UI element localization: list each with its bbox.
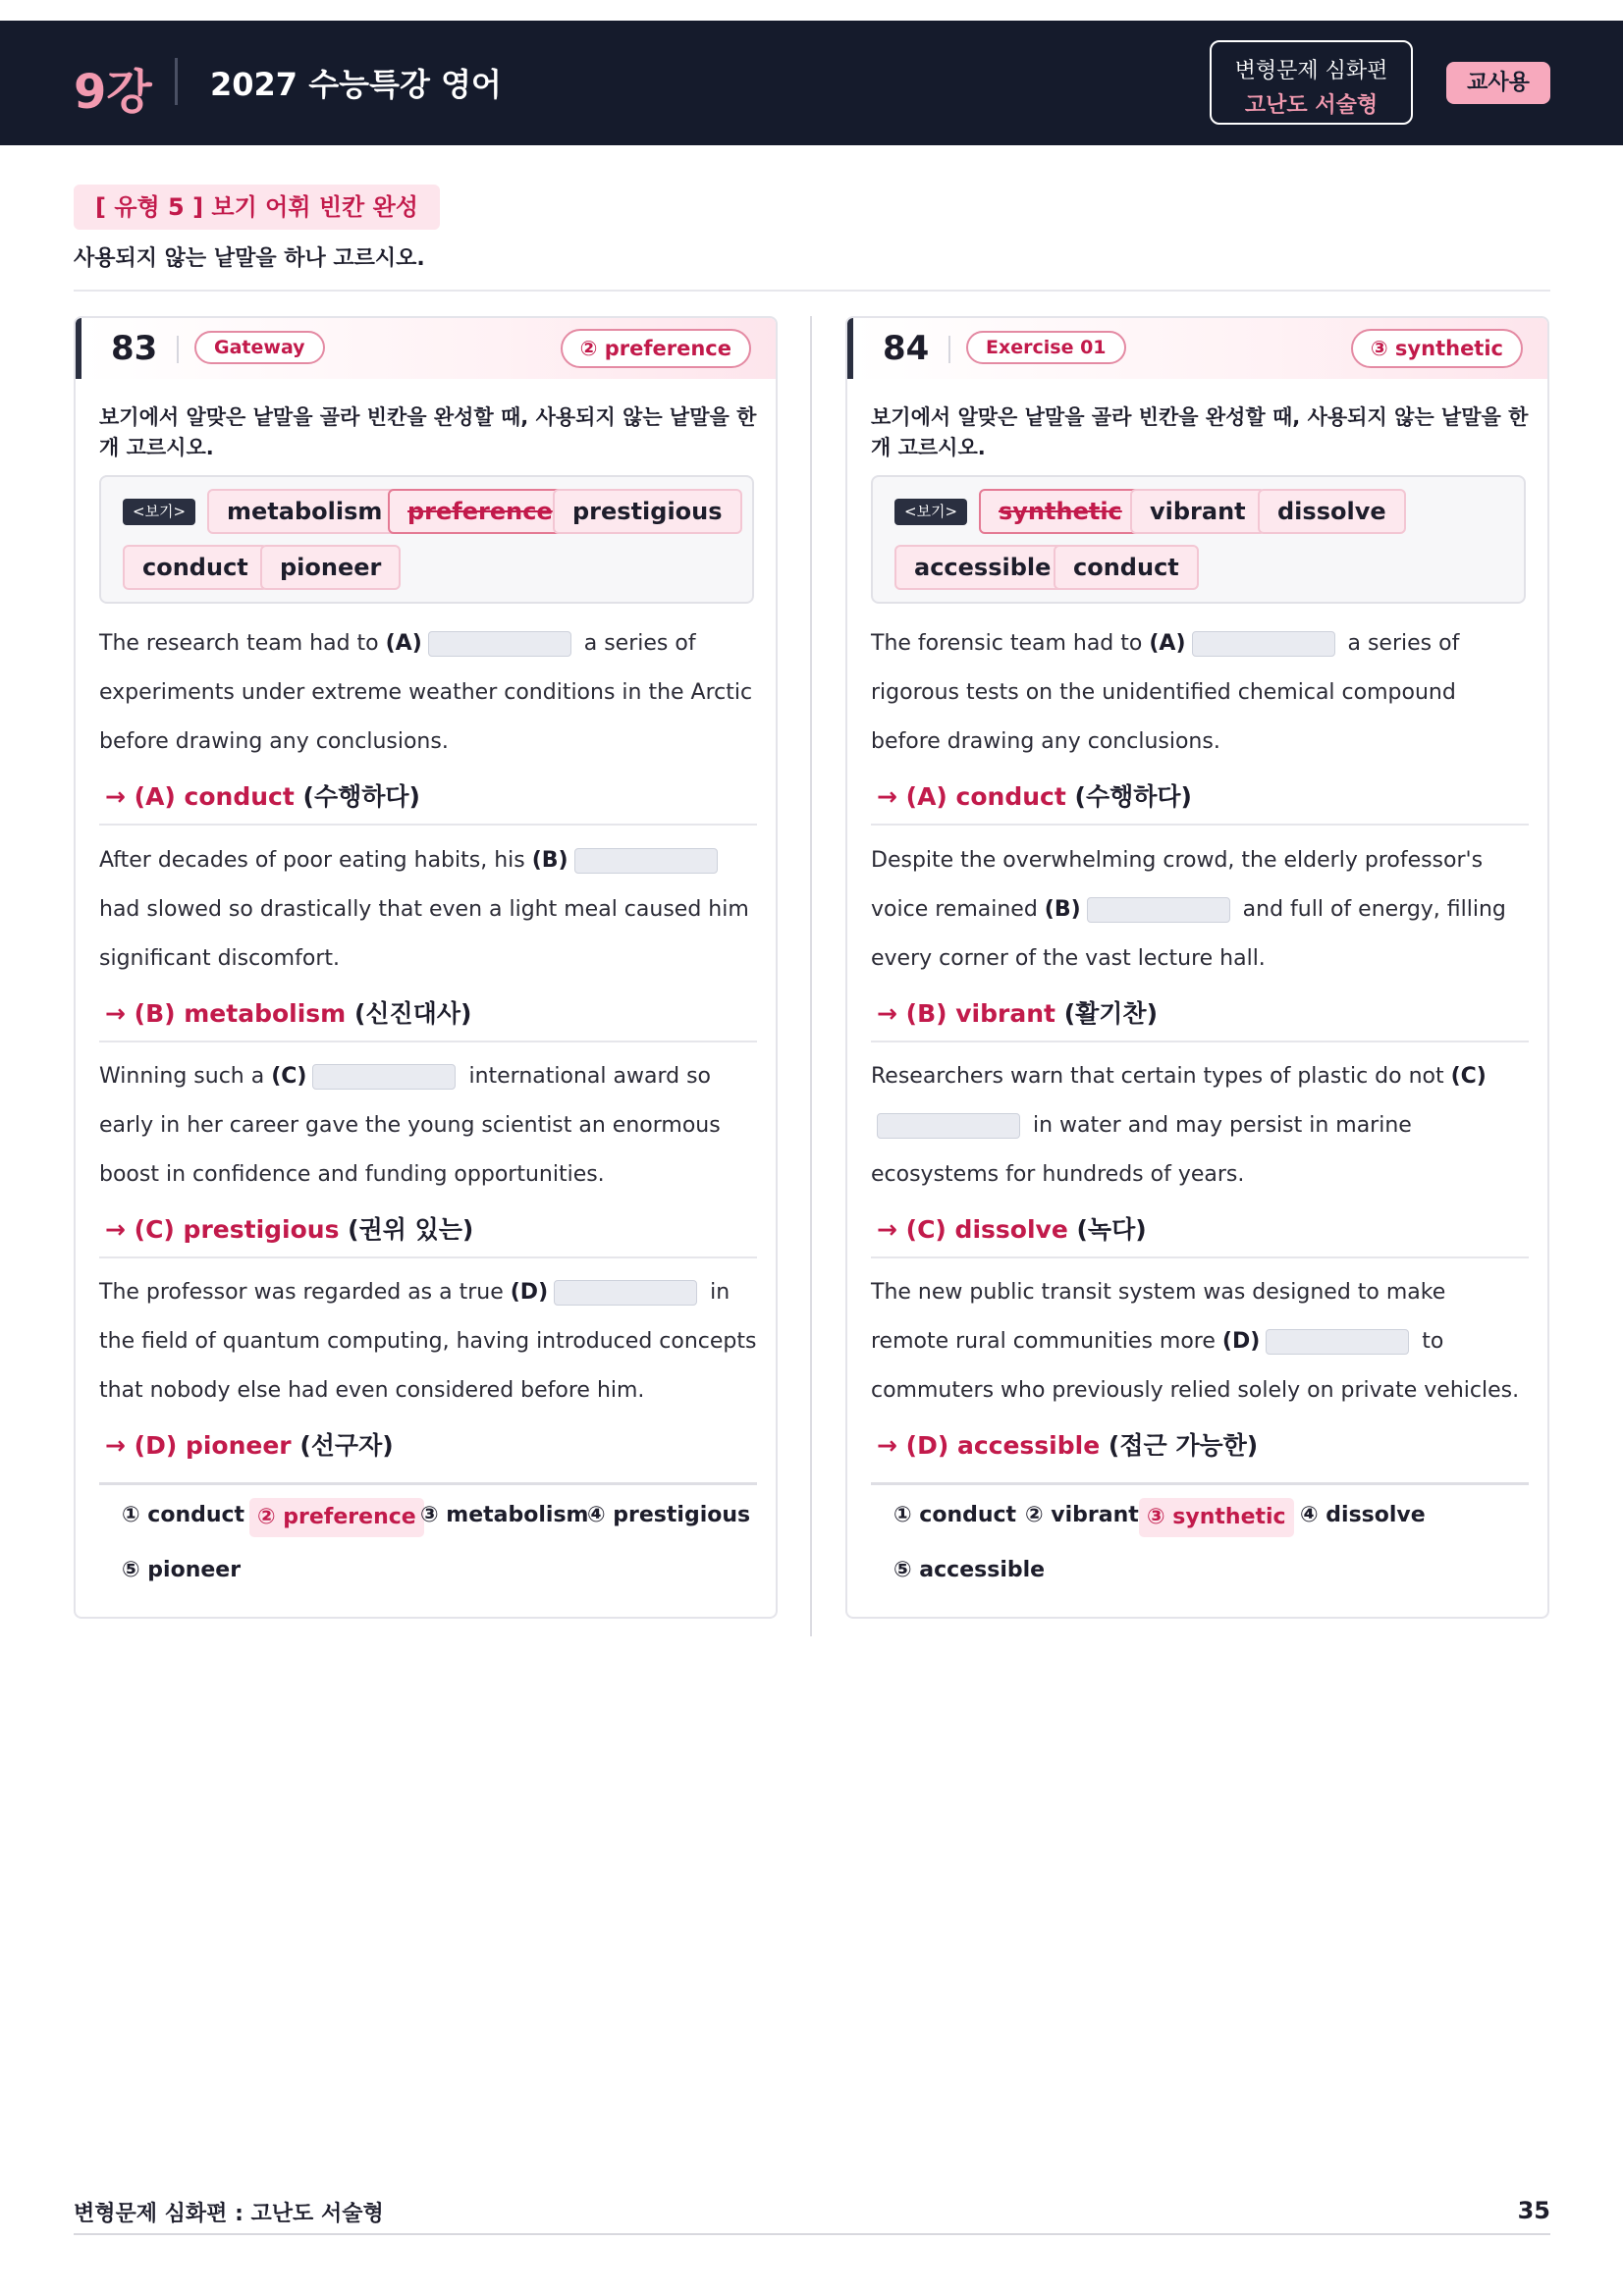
sentence-a: The forensic team had to (A) a series of rigorous tests on the unidentified chemical compound before drawing any conclusions.: [871, 631, 1460, 754]
footer-divider: [74, 2233, 1550, 2235]
answer-pill: ③ synthetic: [1351, 329, 1523, 368]
word-chip: dissolve: [1258, 489, 1406, 534]
answer-d: → (D) accessible (접근 가능한): [877, 1431, 1259, 1460]
word-bank-label: <보기>: [123, 499, 195, 525]
option-4: ④ prestigious: [587, 1503, 751, 1527]
page-header: [0, 21, 1623, 145]
word-chip: accessible: [894, 545, 1070, 590]
edition-line1: 변형문제 심화편: [1234, 59, 1388, 83]
card-header: [76, 318, 776, 379]
answer-c: → (C) prestigious (권위 있는): [105, 1215, 474, 1244]
word-chip-unused: synthetic: [979, 489, 1142, 534]
options-divider: [871, 1482, 1529, 1485]
word-bank-label: <보기>: [894, 499, 967, 525]
options-divider: [99, 1482, 757, 1485]
answer-b: → (B) metabolism (신진대사): [105, 999, 472, 1028]
item-divider: [99, 824, 757, 826]
word-chip: prestigious: [553, 489, 742, 534]
card-header: [847, 318, 1547, 379]
question-number: 84: [883, 329, 930, 368]
footer-title: 변형문제 심화편 : 고난도 서술형: [74, 2202, 384, 2226]
word-chip: pioneer: [260, 545, 401, 590]
teacher-badge: 교사용: [1446, 62, 1550, 104]
section-instruction: 사용되지 않는 낱말을 하나 고르시오.: [74, 246, 425, 271]
answer-blank: [877, 1113, 1020, 1139]
item-divider: [99, 1256, 757, 1258]
answer-pill: ② preference: [561, 329, 751, 368]
book-title: 2027 수능특강 영어: [210, 66, 502, 103]
word-chip: conduct: [1054, 545, 1199, 590]
item-divider: [99, 1041, 757, 1042]
option-2: ② vibrant: [1025, 1503, 1139, 1527]
word-chip-unused: preference: [388, 489, 572, 534]
number-divider: [948, 336, 950, 363]
answer-c: → (C) dissolve (녹다): [877, 1215, 1147, 1244]
word-chip: vibrant: [1130, 489, 1266, 534]
sentence-b: Despite the overwhelming crowd, the elderly professor's voice remained (B) and full of energy, filling every corner of the vast lecture hall.: [871, 848, 1506, 971]
column-divider: [810, 316, 812, 1636]
answer-a: → (A) conduct (수행하다): [877, 782, 1192, 811]
source-pill: Exercise 01: [966, 331, 1126, 364]
item-divider: [871, 1256, 1529, 1258]
option-2-correct: ② preference: [249, 1498, 424, 1537]
item-divider: [871, 1041, 1529, 1042]
option-3: ③ metabolism: [420, 1503, 589, 1527]
lesson-number: 9강: [74, 65, 152, 120]
edition-line2: 고난도 서술형: [1244, 93, 1379, 118]
option-1: ① conduct: [893, 1503, 1017, 1527]
source-pill: Gateway: [194, 331, 325, 364]
answer-blank: [428, 631, 571, 657]
sentence-c: Researchers warn that certain types of plastic do not (C) in water and may persist in marine ecosystems for hundreds of years.: [871, 1064, 1487, 1187]
answer-b: → (B) vibrant (활기찬): [877, 999, 1159, 1028]
word-bank: [871, 475, 1526, 604]
answer-a: → (A) conduct (수행하다): [105, 782, 420, 811]
answer-blank: [1266, 1329, 1409, 1355]
option-1: ① conduct: [122, 1503, 245, 1527]
option-4: ④ dissolve: [1300, 1503, 1426, 1527]
answer-blank: [574, 848, 718, 874]
number-divider: [177, 336, 179, 363]
header-divider: [175, 58, 178, 105]
sentence-d: The professor was regarded as a true (D) in the field of quantum computing, having introduced concepts that nobody else had even considered before him.: [99, 1280, 757, 1403]
section-divider: [74, 290, 1550, 292]
answer-blank: [312, 1064, 456, 1090]
word-chip: metabolism: [207, 489, 402, 534]
question-card-83: [74, 316, 778, 1619]
word-chip: conduct: [123, 545, 268, 590]
item-divider: [871, 824, 1529, 826]
question-number: 83: [111, 329, 158, 368]
question-instruction: 보기에서 알맞은 낱말을 골라 빈칸을 완성할 때, 사용되지 않는 낱말을 한 개 고르시오.: [871, 405, 1529, 459]
answer-blank: [1087, 897, 1230, 923]
answer-d: → (D) pioneer (선구자): [105, 1431, 394, 1460]
sentence-c: Winning such a (C) international award so early in her career gave the young scientist an enormous boost in confidence and funding opportunities.: [99, 1064, 721, 1187]
option-5: ⑤ pioneer: [122, 1558, 242, 1582]
page-number: 35: [1517, 2197, 1550, 2224]
word-bank: [99, 475, 754, 604]
sentence-a: The research team had to (A) a series of experiments under extreme weather conditions in the Arctic before drawing any conclusions.: [99, 631, 753, 754]
option-3-correct: ③ synthetic: [1139, 1498, 1294, 1537]
answer-blank: [554, 1280, 697, 1306]
sentence-d: The new public transit system was designed to make remote rural communities more (D) to commuters who previously relied solely on private vehicles.: [871, 1280, 1520, 1403]
sentence-b: After decades of poor eating habits, his (B) had slowed so drastically that even a light meal caused him significant discomfort.: [99, 848, 749, 971]
answer-blank: [1192, 631, 1335, 657]
question-card-84: [845, 316, 1549, 1619]
option-5: ⑤ accessible: [893, 1558, 1046, 1582]
question-type-tag: [ 유형 5 ] 보기 어휘 빈칸 완성: [74, 185, 440, 230]
question-instruction: 보기에서 알맞은 낱말을 골라 빈칸을 완성할 때, 사용되지 않는 낱말을 한 개 고르시오.: [99, 405, 757, 459]
edition-box: [1210, 40, 1413, 125]
